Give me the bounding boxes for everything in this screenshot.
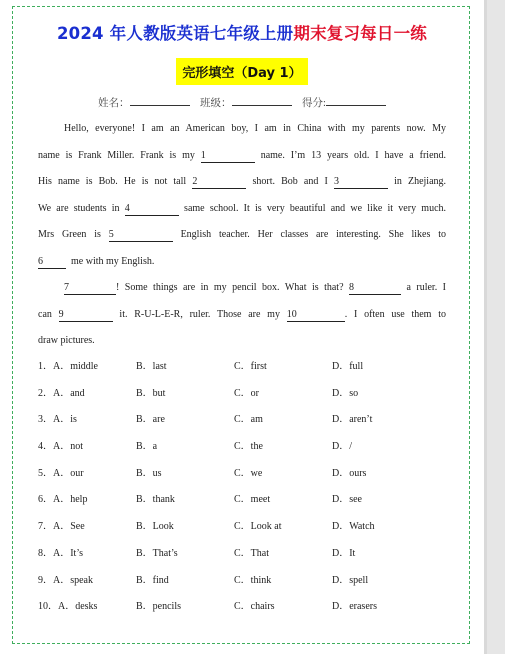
option-b: B．a [136, 441, 158, 453]
scrollbar[interactable] [487, 0, 505, 654]
option-d: D．see [332, 494, 362, 506]
option-a: 3．A．is [38, 414, 77, 426]
passage-text: draw pictures. [38, 335, 95, 346]
option-c: C．we [234, 467, 263, 479]
passage-text: . I often use them to [344, 308, 447, 320]
option-d: D．/ [332, 441, 352, 453]
option-row [38, 437, 458, 464]
option-row [38, 517, 458, 544]
student-info-line [0, 95, 484, 110]
passage-line [38, 143, 446, 170]
option-b: B．us [136, 467, 162, 479]
option-a: 2．A．and [38, 387, 85, 399]
passage-text: me with my English. [71, 255, 155, 267]
option-b: B．but [136, 387, 166, 399]
blank-9: 9 [59, 309, 113, 322]
blank-4: 4 [125, 203, 179, 216]
subtitle-wrap [0, 58, 484, 85]
passage-line [38, 275, 446, 302]
passage-line [38, 116, 446, 143]
option-d: D．so [332, 387, 359, 399]
passage-text: ! Some things are in my pencil box. What is that? [116, 282, 344, 293]
answer-options [38, 357, 458, 624]
option-c: C．the [234, 441, 263, 453]
option-row [38, 384, 458, 411]
option-row [38, 571, 458, 598]
passage-line [38, 302, 446, 329]
passage-text: name is Frank Miller. Frank is my [38, 149, 195, 161]
title-blue-part: 2024 年人教版英语七年级上册 [57, 24, 294, 43]
score-field[interactable] [326, 96, 386, 106]
option-b: B．are [136, 414, 165, 426]
blank-1: 1 [201, 150, 255, 163]
option-row [38, 490, 458, 517]
blank-2: 2 [192, 176, 246, 189]
passage-line [38, 222, 446, 249]
passage-paragraph-1 [38, 116, 446, 275]
option-b: B．Look [136, 521, 174, 533]
option-a: 7．A．See [38, 521, 85, 533]
option-row [38, 597, 458, 624]
passage-text: same school. It is very beautiful and we like it very much. [184, 202, 447, 214]
passage-text: name. I’m 13 years old. I have a friend. [260, 149, 447, 161]
option-d: D．spell [332, 574, 369, 586]
blank-7: 7 [64, 282, 116, 295]
passage-text: short. Bob and I [252, 176, 328, 187]
option-c: C．Look at [234, 521, 282, 533]
option-c: C．first [234, 361, 267, 372]
passage-text: it. R-U-L-E-R, ruler. Those are my [119, 308, 280, 320]
passage-text: English teacher. Her classes are interesting. She likes to [180, 229, 446, 240]
subtitle-highlight: 完形填空（Day 1） [176, 58, 307, 85]
blank-3: 3 [334, 176, 388, 189]
option-a: 4．A．not [38, 441, 83, 453]
option-b: B．last [136, 361, 167, 372]
option-b: B．thank [136, 494, 175, 506]
option-a: 1．A．middle [38, 361, 98, 372]
blank-8: 8 [349, 282, 401, 295]
blank-10: 10 [287, 309, 345, 322]
passage-text: His name is Bob. He is not tall [38, 176, 187, 187]
passage-text: Mrs Green is [38, 229, 101, 240]
option-row [38, 544, 458, 571]
passage-text: We are students in [38, 202, 120, 214]
option-row [38, 357, 458, 384]
passage-line [38, 196, 446, 223]
option-d: D．aren’t [332, 414, 373, 426]
blank-6: 6 [38, 256, 66, 269]
option-b: B．find [136, 574, 169, 586]
option-c: C．That [234, 547, 269, 559]
option-a: 10．A．desks [38, 601, 98, 613]
option-c: C．am [234, 414, 263, 426]
passage-text: in Zhejiang. [394, 176, 447, 187]
option-b: B．That’s [136, 547, 178, 559]
option-c: C．meet [234, 494, 271, 506]
option-a: 6．A．help [38, 494, 88, 506]
option-c: C．think [234, 574, 272, 586]
option-c: C．or [234, 387, 259, 399]
option-a: 8．A．It’s [38, 547, 83, 559]
passage-text: Hello, everyone! I am an American boy, I am in China with my parents now. My [64, 123, 446, 134]
title-red-part: 期末复习每日一练 [293, 24, 427, 43]
option-c: C．chairs [234, 601, 275, 613]
name-field[interactable] [130, 96, 190, 106]
name-label: 姓名： [98, 98, 130, 109]
score-label: 得分: [302, 98, 326, 109]
option-row [38, 410, 458, 437]
blank-5: 5 [109, 229, 173, 242]
passage-line [38, 249, 446, 276]
class-label: 班级： [200, 98, 232, 109]
passage-text: can [38, 308, 52, 320]
option-d: D．erasers [332, 601, 377, 613]
passage-paragraph-2 [38, 275, 446, 355]
option-row [38, 464, 458, 491]
option-d: D．full [332, 361, 364, 372]
option-a: 5．A．our [38, 467, 84, 479]
class-field[interactable] [232, 96, 292, 106]
passage-text: a ruler. I [406, 282, 446, 293]
option-d: D．It [332, 547, 356, 559]
passage-line [38, 169, 446, 196]
option-a: 9．A．speak [38, 574, 93, 586]
option-d: D．Watch [332, 521, 375, 533]
option-b: B．pencils [136, 601, 181, 613]
passage-line [38, 328, 446, 355]
option-d: D．ours [332, 467, 367, 479]
page-title [0, 20, 484, 44]
